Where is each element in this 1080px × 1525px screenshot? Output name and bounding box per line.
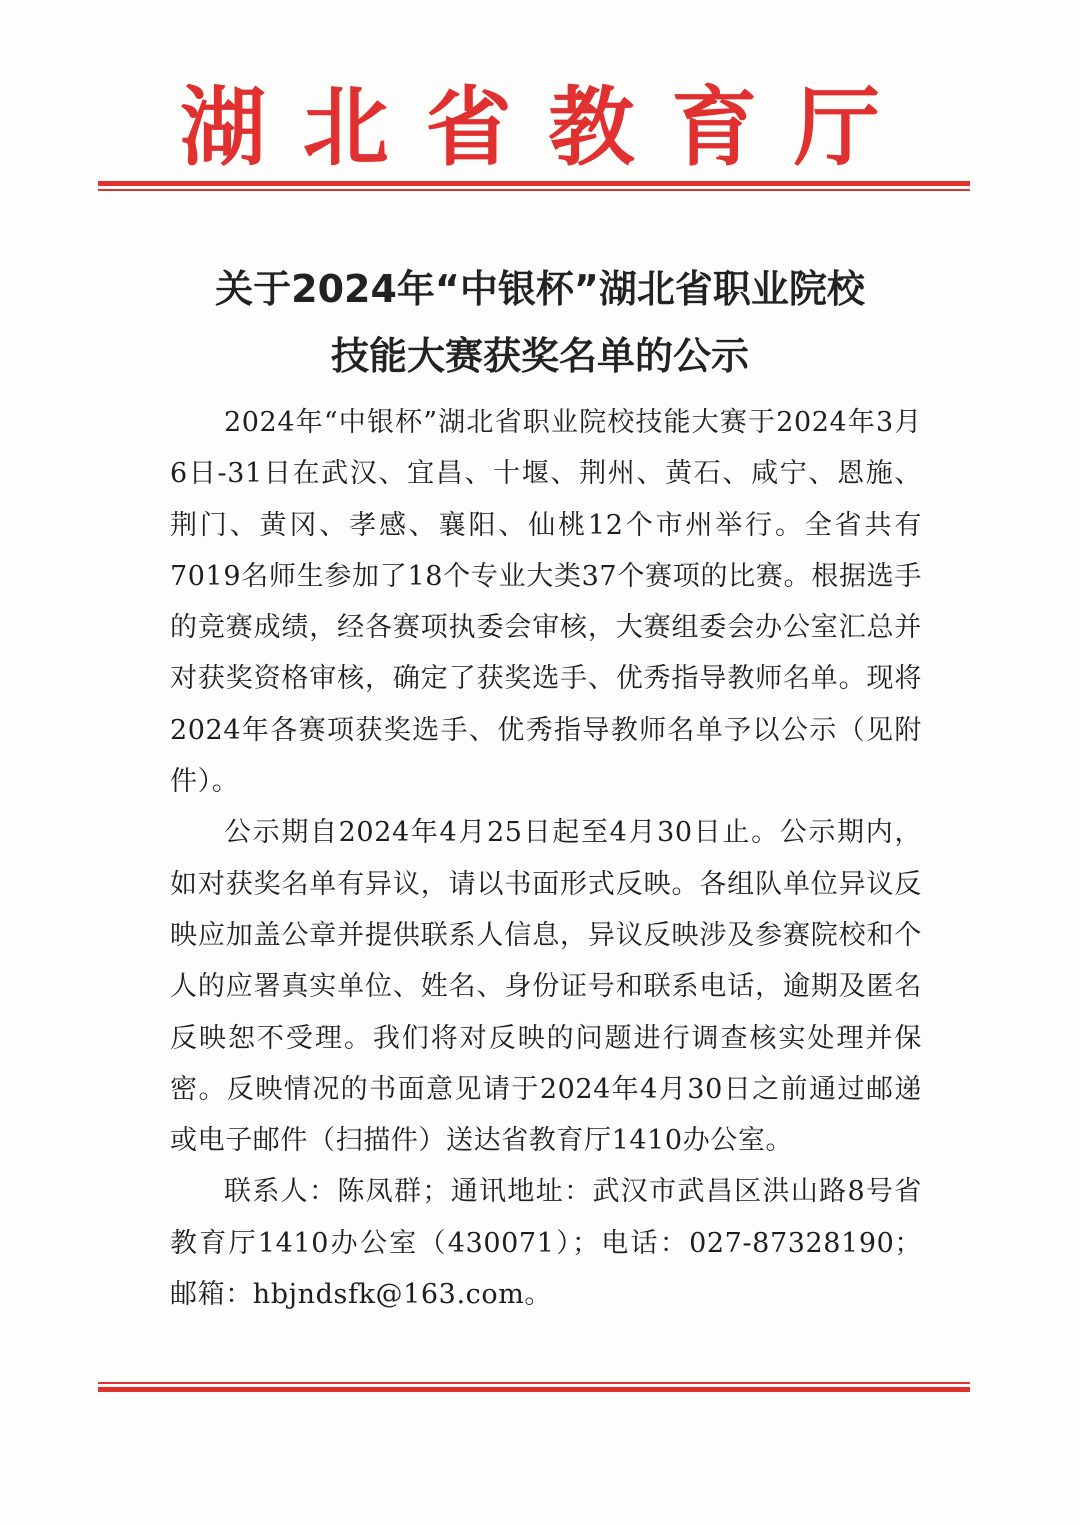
divider-thick-line bbox=[98, 181, 970, 186]
document-title-line-1: 关于2024年“中银杯”湖北省职业院校 bbox=[215, 267, 865, 311]
letterhead-divider bbox=[98, 181, 970, 191]
letterhead-title bbox=[175, 78, 885, 178]
divider-thin-line bbox=[98, 189, 970, 191]
letterhead-char: 北 bbox=[302, 77, 389, 178]
letterhead-char: 育 bbox=[671, 77, 758, 178]
document-body bbox=[170, 397, 922, 1320]
letterhead-char: 教 bbox=[548, 77, 635, 178]
divider-thin-line bbox=[98, 1382, 970, 1384]
letterhead-char: 厅 bbox=[793, 77, 880, 178]
divider-thick-line bbox=[98, 1387, 970, 1392]
paragraph-objection-period: 公示期自2024年4月25日起至4月30日止。公示期内，如对获奖名单有异议，请以书面形式反映。各组队单位异议反映应加盖公章并提供联系人信息，异议反映涉及参赛院校和个人的应署真实单位、姓名、身份证号和联系电话，逾期及匿名反映恕不受理。我们将对反映的问题进行调查核实处理并保密。反映情况的书面意见请于2024年4月30日之前通过邮递或电子邮件（扫描件）送达省教育厅1410办公室。 bbox=[170, 817, 922, 1157]
letterhead-char: 湖 bbox=[180, 77, 266, 178]
letterhead-char: 省 bbox=[425, 77, 512, 178]
footer-divider bbox=[98, 1382, 970, 1392]
document-title-line-2: 技能大赛获奖名单的公示 bbox=[330, 334, 749, 378]
paragraph-contact-info: 联系人：陈凤群；通讯地址：武汉市武昌区洪山路8号省教育厅1410办公室（430071）；电话：027-87328190；邮箱：hbjndsfk@163.com。 bbox=[170, 1176, 922, 1311]
paragraph-competition-summary: 2024年“中银杯”湖北省职业院校技能大赛于2024年3月6日-31日在武汉、宜昌、十堰、荆州、黄石、咸宁、恩施、荆门、黄冈、孝感、襄阳、仙桃12个市州举行。全省共有7019名师生参加了18个专业大类37个赛项的比赛。根据选手的竞赛成绩，经各赛项执委会审核，大赛组委会办公室汇总并对获奖资格审核，确定了获奖选手、优秀指导教师名单。现将2024年各赛项获奖选手、优秀指导教师名单予以公示（见附件）。 bbox=[170, 407, 922, 798]
